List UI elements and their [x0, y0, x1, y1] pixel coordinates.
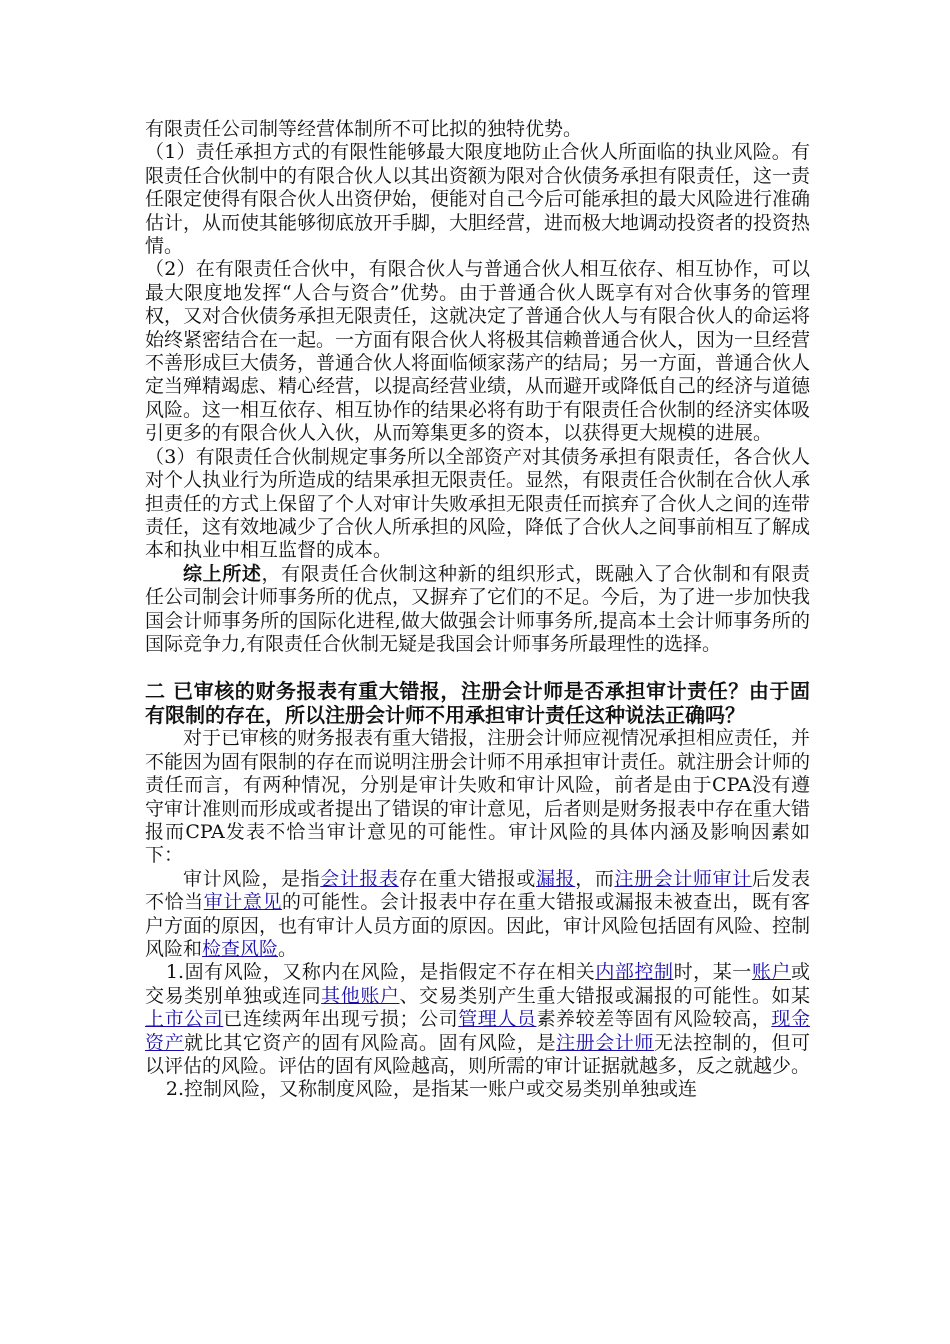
text-run: 1.固有风险，又称内在风险，是指假定不存在相关 — [165, 961, 596, 984]
paragraph-point-1: （1）责任承担方式的有限性能够最大限度地防止合伙人所面临的执业风险。有限责任合伙制中的有限合伙人以其出资额为限对合伙债务承担有限责任，这一责任限定使得有限合伙人出资伊始，便能对自己今后可能承担的最大风险进行准确估计，从而使其能够彻底放开手脚，大胆经营，进而极大地调动投资者的投资热情。 — [145, 141, 811, 258]
paragraph-point-2: （2）在有限责任合伙中，有限合伙人与普通合伙人相互依存、相互协作，可以最大限度地发挥“人合与资合”优势。由于普通合伙人既享有对合伙事务的管理权，又对合伙债务承担无限责任，这就决定了普通合伙人与有限合伙人的命运将始终紧密结合在一起。一方面有限合伙人将极其信赖普通合伙人，因为一旦经营不善形成巨大债务，普通合伙人将面临倾家荡产的结局；另一方面，普通合伙人定当殚精竭虑、精心经营，以提高经营业绩，从而避开或降低自己的经济与道德风险。这一相互依存、相互协作的结果必将有助于有限责任合伙制的经济实体吸引更多的有限合伙人入伙，从而筹集更多的资本，以获得更大规模的进展。 — [145, 258, 811, 445]
text-run: 时，某一 — [673, 961, 752, 984]
link-omission[interactable]: 漏报 — [536, 867, 576, 890]
text-run: 素养较差等固有风险较高， — [536, 1008, 772, 1031]
section-gap — [145, 656, 810, 679]
text-run: 。 — [278, 938, 298, 960]
text-run: 就比其它资产的固有风险高。固有风险，是 — [184, 1031, 557, 1054]
text-run: 、交易类别产生重大错报或漏报的可能性。如某 — [399, 984, 810, 1007]
text-run: 已连续两年出现亏损；公司 — [223, 1008, 459, 1031]
link-cash-assets[interactable]: 现金资产 — [145, 1008, 810, 1054]
text-run: 存在重大错报或 — [398, 867, 537, 890]
paragraph-answer: 对于已审核的财务报表有重大错报，注册会计师应视情况承担相应责任，并不能因为固有限制的存在而说明注册会计师不用承担审计责任。就注册会计师的责任而言，有两种情况，分别是审计失败和审计风险，前者是由于CPA没有遵守审计准则而形成或者提出了错误的审计意见，后者则是财务报表中存在重大错报而CPA发表不恰当审计意见的可能性。审计风险的具体内涵及影响因素如下： — [145, 727, 811, 867]
link-internal-control[interactable]: 内部控制 — [595, 961, 674, 984]
text-run: 无法控制的，但可以评估的风险。评估的固有风险越高，则所需的审计证据就越多，反之就越少。 — [145, 1031, 811, 1078]
text-run: 后发表不恰当 — [145, 867, 810, 914]
link-other-accounts[interactable]: 其他账户 — [321, 984, 400, 1007]
link-management-staff[interactable]: 管理人员 — [458, 1008, 537, 1031]
text-run: 的可能性。会计报表中存在重大错报或漏报未被查出，既有客户方面的原因，也有审计人员方面的原因。因此，审计风险包括固有风险、控制风险和 — [145, 891, 811, 960]
link-audit-opinion[interactable]: 审计意见 — [203, 891, 283, 914]
paragraph-summary — [145, 563, 810, 657]
paragraph-control-risk: 2.控制风险，又称制度风险，是指某一账户或交易类别单独或连 — [165, 1078, 698, 1101]
summary-lead: 综上所述 — [183, 562, 262, 585]
text-run: ，而 — [575, 867, 615, 890]
paragraph-inherent-risk — [145, 961, 810, 1078]
link-listed-company[interactable]: 上市公司 — [145, 1008, 224, 1031]
link-cpa[interactable]: 注册会计师 — [556, 1031, 654, 1054]
link-detection-risk[interactable]: 检查风险 — [202, 938, 279, 960]
text-run: 审计风险，是指 — [183, 867, 321, 890]
paragraph-intro: 有限责任公司制等经营体制所不可比拟的独特优势。 — [145, 118, 583, 140]
paragraph-point-3: （3）有限责任合伙制规定事务所以全部资产对其债务承担有限责任，各合伙人对个人执业行为所造成的结果承担无限责任。显然，有限责任合伙制在合伙人承担责任的方式上保留了个人对审计失败承担无限责任而摈弃了合伙人之间的连带责任，这有效地减少了合伙人所承担的风险，降低了合伙人之间事前相互了解成本和执业中相互监督的成本。 — [145, 445, 811, 562]
summary-text: ，有限责任合伙制这种新的组织形式，既融入了合伙制和有限责任公司制会计师事务所的优点，又摒弃了它们的不足。今后，为了进一步加快我国会计师事务所的国际化进程,做大做强会计师事务所,提高本土会计师事务所的国际竞争力,有限责任合伙制无疑是我国会计师事务所最理性的选择。 — [145, 562, 811, 655]
link-cpa-audit[interactable]: 注册会计师审计 — [614, 867, 752, 890]
link-accounting-statements[interactable]: 会计报表 — [320, 867, 399, 890]
paragraph-audit-risk — [145, 868, 810, 962]
section-heading: 二 已审核的财务报表有重大错报，注册会计师是否承担审计责任？由于固有限制的存在，所以注册会计师不用承担审计责任这种说法正确吗？ — [145, 679, 810, 728]
text-run: 或交易类别单独或连同 — [145, 961, 810, 1007]
link-account[interactable]: 账户 — [751, 961, 791, 984]
